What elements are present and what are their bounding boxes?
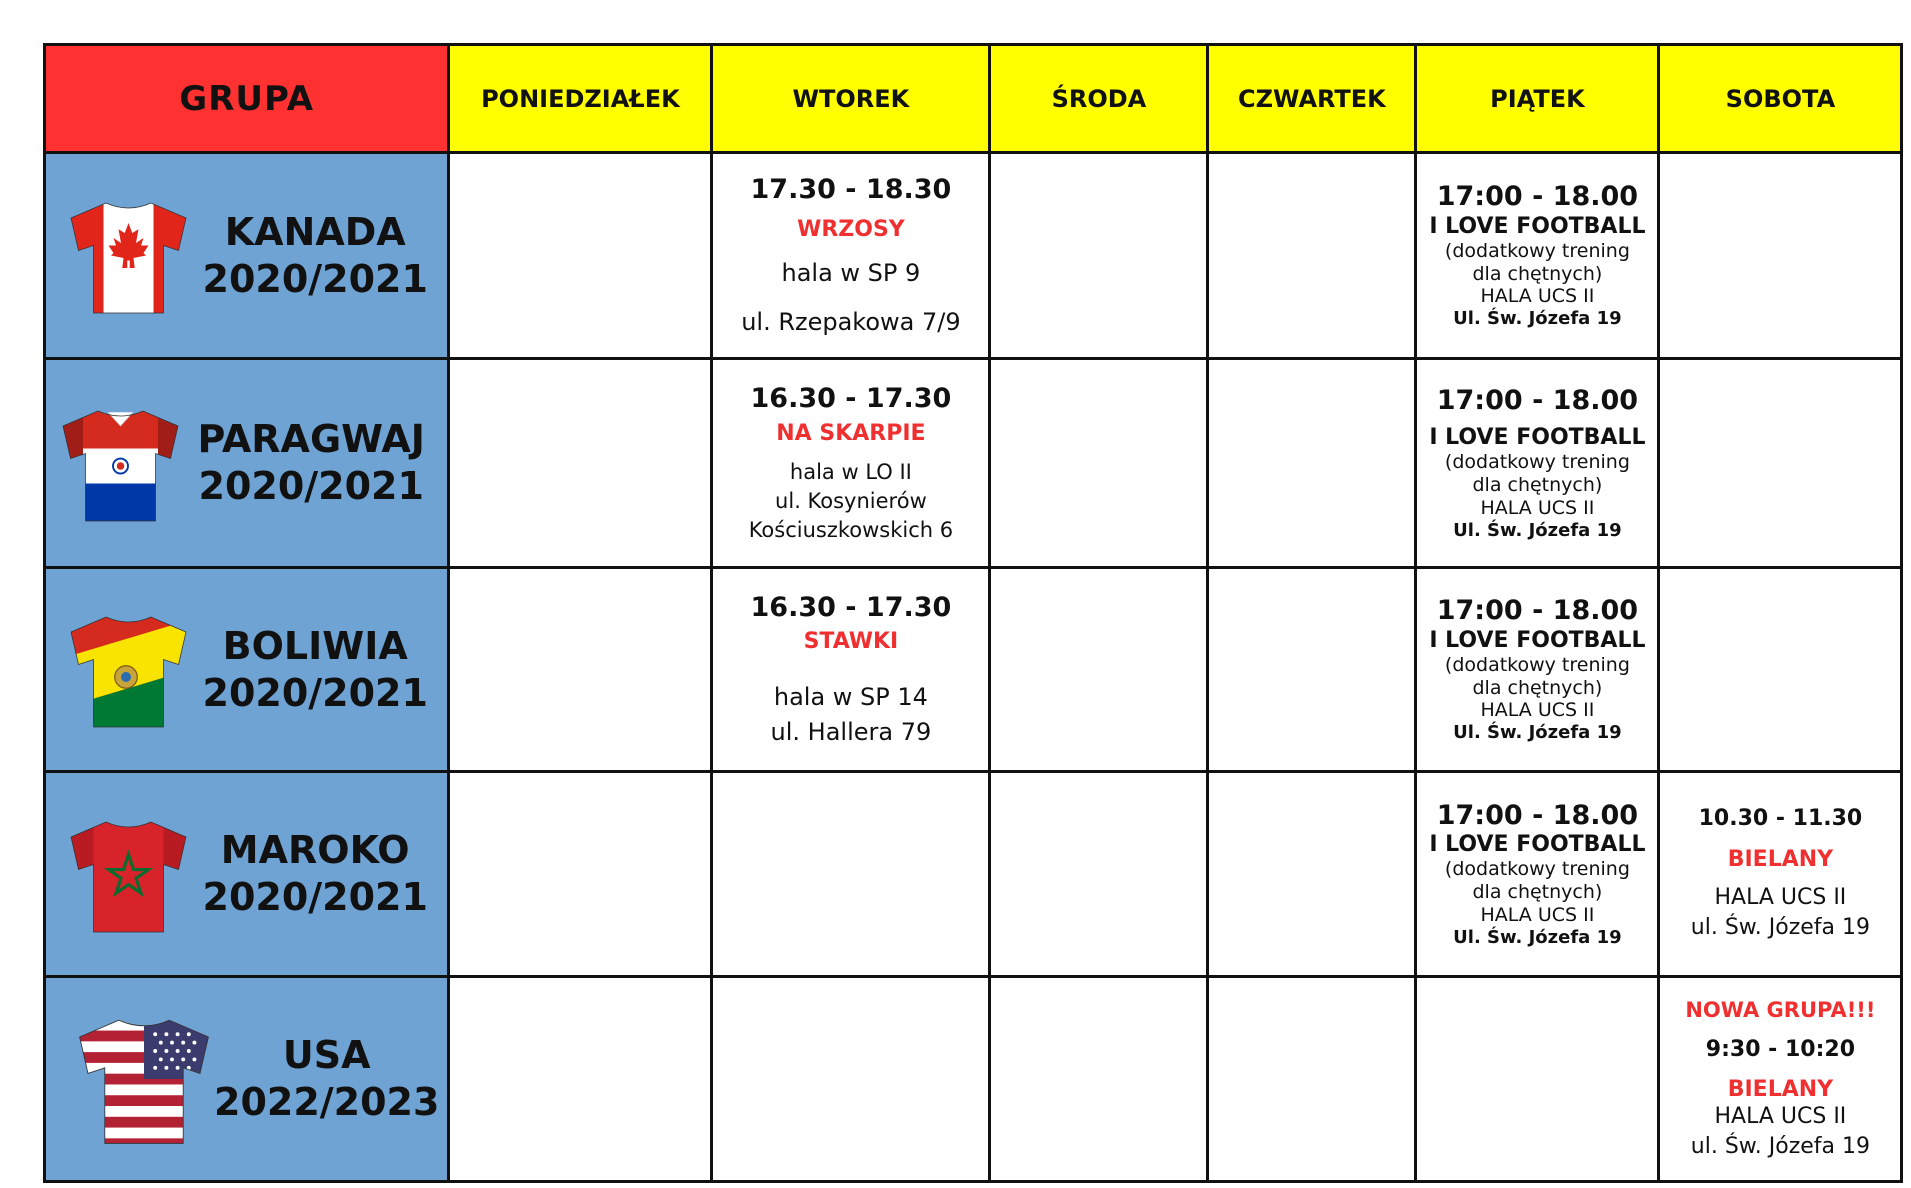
group-cell-kanada	[45, 153, 449, 359]
slot-note: dla chętnych)	[1472, 676, 1603, 699]
slot-kanada-tuesday	[712, 153, 990, 359]
slot-program: I LOVE FOOTBALL	[1429, 213, 1646, 239]
slot-hall: HALA UCS II	[1480, 285, 1595, 308]
table-row	[45, 568, 1902, 772]
slot-kanada-friday	[1416, 153, 1659, 359]
group-season: 2020/2021	[202, 670, 428, 715]
header-day-thursday: CZWARTEK	[1208, 45, 1416, 153]
slot-address: Kościuszkowskich 6	[748, 517, 954, 542]
slot-program: I LOVE FOOTBALL	[1429, 425, 1646, 450]
slot-address: ul. Kosynierów	[775, 488, 927, 513]
table-row	[45, 772, 1902, 977]
slot-venue: BIELANY	[1727, 1077, 1834, 1103]
slot-hall: HALA UCS II	[1480, 496, 1595, 519]
cell-empty	[1659, 359, 1902, 568]
cell-empty	[449, 568, 712, 772]
cell-empty	[990, 977, 1208, 1182]
cell-empty	[1208, 568, 1416, 772]
slot-time: 10.30 - 11.30	[1698, 806, 1863, 832]
slot-program: I LOVE FOOTBALL	[1429, 627, 1646, 653]
table-row	[45, 977, 1902, 1182]
group-cell-maroko	[45, 772, 449, 977]
cell-empty	[1208, 977, 1416, 1182]
slot-time: 17.30 - 18.30	[750, 174, 952, 206]
group-cell-usa	[45, 977, 449, 1182]
group-name: USA	[282, 1033, 371, 1077]
slot-time: 17:00 - 18.00	[1436, 595, 1639, 627]
slot-paragwaj-tuesday	[712, 359, 990, 568]
cell-empty	[449, 153, 712, 359]
table-row	[45, 359, 1902, 568]
cell-empty	[712, 977, 990, 1182]
slot-venue: WRZOSY	[797, 216, 905, 242]
slot-address: ul. Św. Józefa 19	[1690, 1133, 1871, 1159]
slot-address: ul. Św. Józefa 19	[1690, 915, 1871, 941]
slot-hall: hala w LO II	[789, 459, 912, 484]
slot-hall: HALA UCS II	[1714, 885, 1847, 910]
slot-venue: STAWKI	[803, 628, 899, 654]
group-season: 2022/2023	[214, 1080, 440, 1124]
paraguay-flag-jersey-icon	[58, 401, 183, 526]
group-cell-paragwaj	[45, 359, 449, 568]
header-day-saturday: SOBOTA	[1659, 45, 1902, 153]
slot-usa-saturday	[1659, 977, 1902, 1182]
cell-empty	[712, 772, 990, 977]
slot-note: (dodatkowy trening	[1444, 239, 1630, 262]
header-day-friday: PIĄTEK	[1416, 45, 1659, 153]
slot-boliwia-tuesday	[712, 568, 990, 772]
canada-flag-jersey-icon	[66, 193, 191, 318]
cell-empty	[449, 359, 712, 568]
cell-empty	[990, 153, 1208, 359]
slot-time: 16.30 - 17.30	[750, 382, 952, 414]
slot-time: 17:00 - 18.00	[1436, 799, 1639, 831]
slot-address: ul. Rzepakowa 7/9	[741, 307, 961, 336]
cell-empty	[1659, 153, 1902, 359]
slot-boliwia-friday	[1416, 568, 1659, 772]
slot-maroko-friday	[1416, 772, 1659, 977]
group-name: KANADA	[224, 209, 406, 254]
slot-note: dla chętnych)	[1472, 474, 1603, 497]
slot-venue: BIELANY	[1727, 846, 1834, 872]
cell-empty	[449, 772, 712, 977]
slot-hall: HALA UCS II	[1714, 1103, 1847, 1129]
schedule-table	[43, 43, 1903, 1183]
slot-note: (dodatkowy trening	[1444, 858, 1630, 881]
slot-address: Ul. Św. Józefa 19	[1453, 926, 1622, 948]
header-row	[45, 45, 1902, 153]
group-season: 2020/2021	[202, 256, 428, 301]
group-name: PARAGWAJ	[197, 417, 425, 461]
cell-empty	[990, 359, 1208, 568]
group-name: BOLIWIA	[222, 623, 408, 668]
cell-empty	[1208, 153, 1416, 359]
slot-note: dla chętnych)	[1472, 262, 1603, 285]
group-season: 2020/2021	[202, 875, 428, 919]
slot-hall: HALA UCS II	[1480, 699, 1595, 722]
slot-note: (dodatkowy trening	[1444, 653, 1630, 676]
new-group-badge: NOWA GRUPA!!!	[1685, 997, 1876, 1022]
slot-hall: hala w SP 9	[781, 259, 921, 288]
slot-time: 9:30 - 10:20	[1705, 1036, 1855, 1062]
header-day-tuesday: WTOREK	[712, 45, 990, 153]
slot-address: Ul. Św. Józefa 19	[1453, 722, 1622, 744]
group-cell-boliwia	[45, 568, 449, 772]
group-season: 2020/2021	[198, 464, 424, 508]
morocco-flag-jersey-icon	[66, 812, 191, 937]
slot-address: Ul. Św. Józefa 19	[1453, 519, 1622, 541]
slot-address: Ul. Św. Józefa 19	[1453, 308, 1622, 330]
header-group: GRUPA	[45, 45, 449, 153]
header-day-monday: PONIEDZIAŁEK	[449, 45, 712, 153]
header-day-wednesday: ŚRODA	[990, 45, 1208, 153]
slot-note: (dodatkowy trening	[1444, 451, 1630, 474]
slot-maroko-saturday	[1659, 772, 1902, 977]
slot-venue: NA SKARPIE	[776, 421, 926, 447]
cell-empty	[990, 568, 1208, 772]
cell-empty	[1208, 772, 1416, 977]
cell-empty	[1416, 977, 1659, 1182]
slot-time: 17:00 - 18.00	[1436, 181, 1639, 213]
group-name: MAROKO	[220, 828, 410, 872]
cell-empty	[990, 772, 1208, 977]
slot-hall: hala w SP 14	[773, 683, 928, 712]
slot-paragwaj-friday	[1416, 359, 1659, 568]
cell-empty	[449, 977, 712, 1182]
table-row	[45, 153, 1902, 359]
slot-time: 16.30 - 17.30	[750, 592, 952, 624]
bolivia-flag-jersey-icon	[66, 607, 191, 732]
slot-hall: HALA UCS II	[1480, 903, 1595, 926]
slot-time: 17:00 - 18.00	[1436, 384, 1639, 416]
cell-empty	[1659, 568, 1902, 772]
slot-address: ul. Hallera 79	[770, 717, 932, 746]
slot-program: I LOVE FOOTBALL	[1429, 832, 1646, 857]
slot-note: dla chętnych)	[1472, 881, 1603, 904]
cell-empty	[1208, 359, 1416, 568]
usa-flag-jersey-icon	[74, 1009, 214, 1149]
